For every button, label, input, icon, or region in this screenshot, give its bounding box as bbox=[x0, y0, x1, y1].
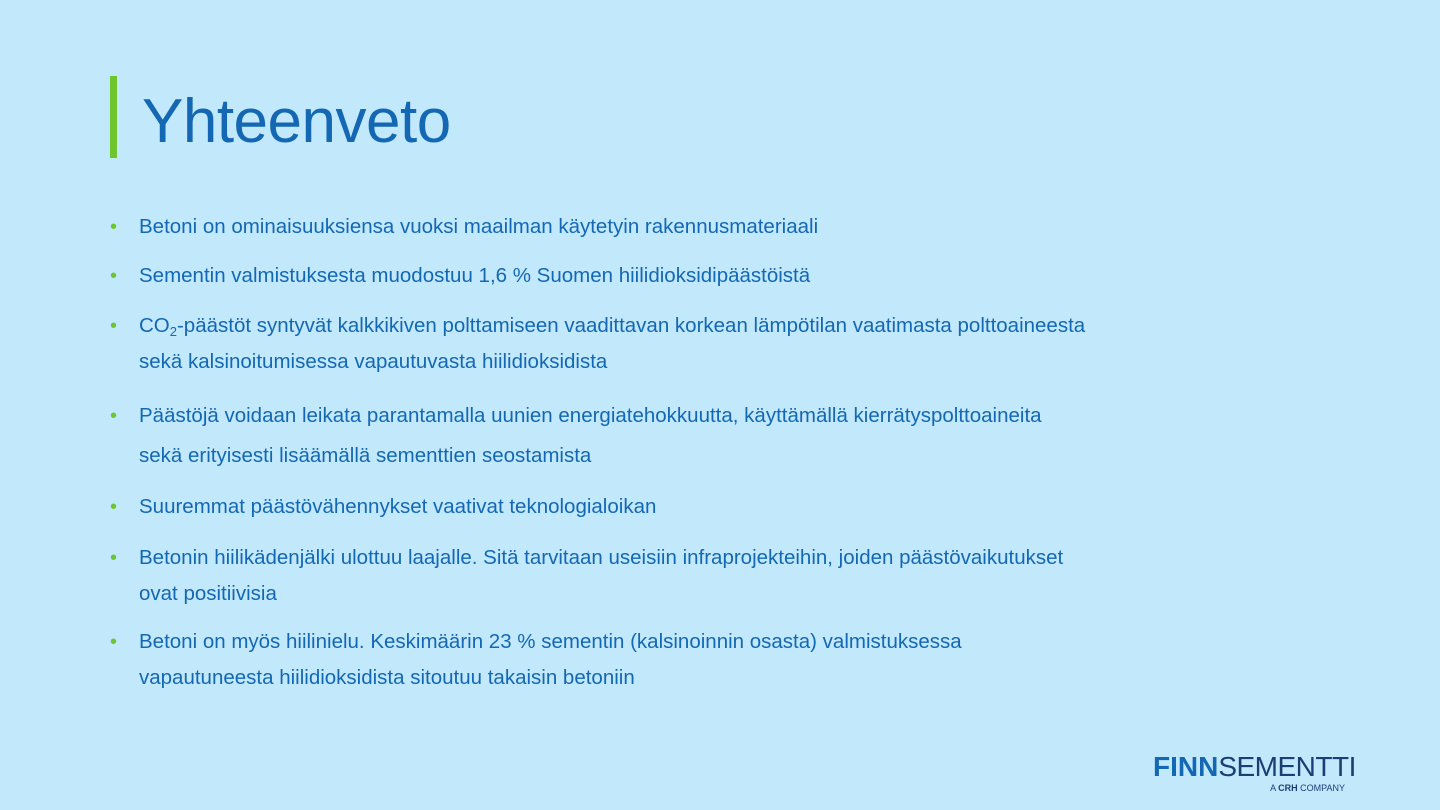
bullet-dot-icon: • bbox=[110, 216, 118, 238]
co2-subscript: 2 bbox=[169, 324, 177, 339]
bullet-dot-icon: • bbox=[110, 631, 118, 653]
bullet-item bbox=[110, 624, 1090, 696]
bullet-dot-icon: • bbox=[110, 265, 118, 287]
bullet-text: Päästöjä voidaan leikata parantamalla uunien energiatehokkuutta, käyttämällä kierrätyspolttoaineita sekä erityisesti lisäämällä sementtien seostamista bbox=[139, 404, 1042, 467]
bullet-text: Suuremmat päästövähennykset vaativat teknologialoikan bbox=[139, 495, 657, 518]
bullet-item bbox=[110, 258, 1090, 294]
finnsementti-logo bbox=[1153, 751, 1356, 794]
bullet-dot-icon: • bbox=[110, 405, 118, 427]
co2-prefix: CO bbox=[139, 314, 170, 337]
logo-tagline-brand: CRH bbox=[1278, 783, 1298, 793]
bullet-dot-icon: • bbox=[110, 315, 118, 337]
logo-wordmark bbox=[1153, 752, 1356, 782]
bullet-dot-icon: • bbox=[110, 496, 118, 518]
bullet-item bbox=[110, 396, 1090, 476]
bullet-dot-icon: • bbox=[110, 547, 118, 569]
bullet-text-rest: -päästöt syntyvät kalkkikiven polttamiseen vaadittavan korkean lämpötilan vaatimasta polttoaineesta sekä kalsinoitumisessa vapautuvasta hiilidioksidista bbox=[139, 314, 1086, 373]
logo-brand-part2: SEMENTTI bbox=[1218, 751, 1356, 782]
bullet-item bbox=[110, 540, 1090, 612]
bullet-item bbox=[110, 308, 1090, 380]
bullet-text bbox=[110, 308, 1090, 380]
bullet-text: Betoni on myös hiilinielu. Keskimäärin 23 % sementin (kalsinoinnin osasta) valmistuksessa vapautuneesta hiilidioksidista sitoutuu takaisin betoniin bbox=[139, 630, 962, 689]
bullet-item bbox=[110, 209, 1090, 245]
logo-tagline bbox=[1270, 783, 1345, 793]
logo-brand-part1: FINN bbox=[1153, 751, 1219, 782]
logo-tagline-suffix: COMPANY bbox=[1300, 783, 1345, 793]
bullet-item bbox=[110, 489, 1090, 525]
logo-tagline-prefix: A bbox=[1270, 783, 1276, 793]
slide-title: Yhteenveto bbox=[142, 87, 451, 156]
bullet-text: Betoni on ominaisuuksiensa vuoksi maailman käytetyin rakennusmateriaali bbox=[139, 215, 819, 238]
title-accent-bar bbox=[110, 76, 117, 158]
bullet-text: Betonin hiilikädenjälki ulottuu laajalle. Sitä tarvitaan useisiin infraprojekteihin, joiden päästövaikutukset ovat positiivisia bbox=[139, 546, 1064, 605]
bullet-text: Sementin valmistuksesta muodostuu 1,6 % Suomen hiilidioksidipäästöistä bbox=[139, 264, 811, 287]
